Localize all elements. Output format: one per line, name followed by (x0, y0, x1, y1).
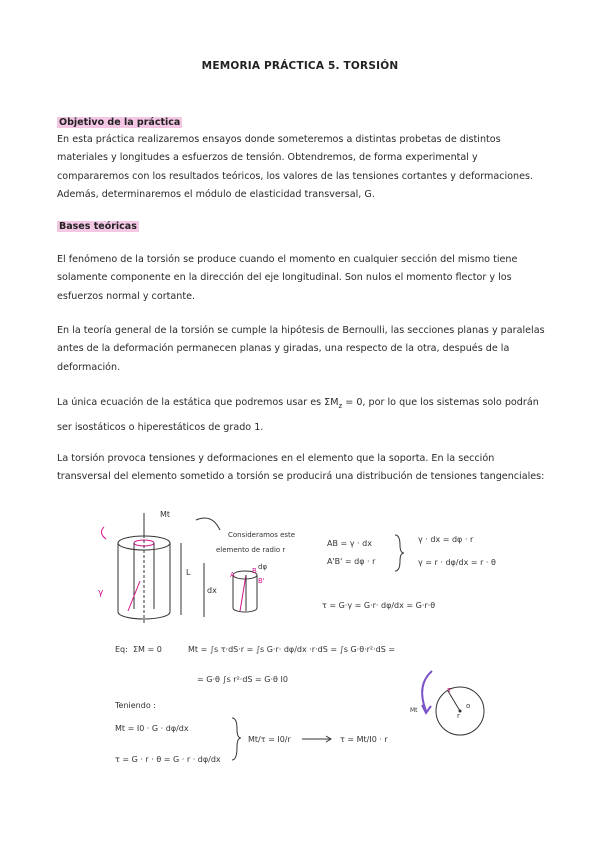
static-equation-conclusion: = 0, por lo que los sistemas solo podrán ser isostáticos o hiperestáticos de grado 1. (57, 397, 539, 433)
length-label: L (186, 568, 191, 577)
eq-t2: τ = G · r · θ = G · r · dφ/dx (115, 755, 221, 764)
point-bp-label: B' (258, 577, 265, 585)
dphi-label: dφ (258, 563, 268, 571)
mt-label: Mt (160, 510, 171, 519)
eq-gamma-dx: γ · dx = dφ · r (418, 535, 474, 544)
cross-section-mt: Mt (410, 707, 418, 714)
theory-heading: Bases teóricas (59, 221, 137, 232)
eq-final: τ = Mt/I0 · r (340, 735, 388, 744)
cross-section-tau: τ (447, 686, 452, 694)
point-b-label: B (252, 567, 257, 575)
static-equation-text: La única ecuación de la estática que podremos usar es ΣM (57, 397, 339, 408)
theory-paragraph-4: La torsión provoca tensiones y deformaciones en el elemento que la soporta. En la sección transversal del elemento sometido a torsión se producirá una distribución de tensiones tangenciales: (57, 453, 545, 483)
eq-mt: Mt = ∫s τ·dS·r = ∫s G·r· dφ/dx ·r·dS = ∫s G·θ·r²·dS = (188, 645, 396, 654)
cross-section-origin: o (466, 702, 471, 710)
note-line-1: Consideramos este (228, 531, 296, 539)
cross-section-drawing (422, 671, 484, 735)
eq-apbp: A'B' = dφ · r (327, 557, 376, 566)
page-title: MEMORIA PRÁCTICA 5. TORSIÓN (201, 60, 399, 72)
teniendo-label: Teniendo : (115, 701, 156, 710)
torsion-sketch (0, 505, 600, 785)
gamma-label: γ (98, 588, 104, 598)
static-equation-subscript: z (338, 401, 343, 410)
theory-paragraph-2: En la teoría general de la torsión se cumple la hipótesis de Bernoulli, las secciones planas y paralelas antes de la deformación permanecen planas y giradas, una respecto de la otra, después de la deformación. (57, 325, 545, 373)
theory-paragraph-1: El fenómeno de la torsión se produce cuando el momento en cualquier sección del mismo tiene solamente componente en la dirección del eje longitudinal. Son nulos el momento flector y los esfuerzos normal y cortante. (57, 254, 518, 302)
eq-label: Eq: (115, 645, 128, 654)
objective-paragraph: En esta práctica realizaremos ensayos donde someteremos a distintas probetas de distintos materiales y longitudes a esfuerzos de tensión. Obtendremos, de forma experimental y compararemos con los resultados teóricos, los valores de las tensiones cortantes y deformaciones. Además, determinaremos el módulo de elasticidad transversal, G. (57, 134, 534, 200)
dx-label: dx (207, 586, 217, 595)
eq-gamma: γ = r · dφ/dx = r · θ (418, 558, 496, 567)
eq-ab: AB = γ · dx (327, 539, 372, 548)
brace (395, 535, 404, 571)
theory-paragraph-3 (57, 392, 547, 439)
cross-section-radius: r (457, 712, 460, 720)
brace-2 (232, 718, 241, 760)
element-drawing (233, 571, 257, 612)
point-a-label: A (230, 571, 235, 579)
eq-mt-2: = G·θ ∫s r²·dS = G·θ I0 (197, 675, 288, 684)
eq-tau: τ = G·γ = G·r· dφ/dx = G·r·θ (322, 601, 436, 610)
eq-ratio: Mt/τ = I0/r (248, 735, 291, 744)
pointer-arrow (196, 518, 220, 530)
objective-heading: Objetivo de la práctica (59, 117, 181, 128)
eq-sum: ΣM = 0 (133, 645, 162, 654)
note-line-2: elemento de radio r (216, 546, 286, 554)
eq-t1: Mt = I0 · G · dφ/dx (115, 724, 189, 733)
